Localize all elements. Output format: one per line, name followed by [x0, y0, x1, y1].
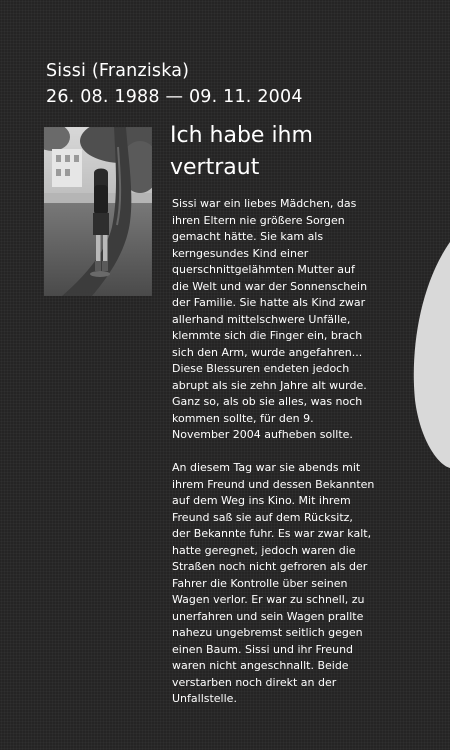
text-line: An diesem Tag war sie abends mit — [172, 461, 361, 474]
text-line: die Welt und war der Sonnenschein — [172, 279, 368, 293]
gray-swoosh-shape — [414, 242, 450, 468]
text-line: Unfallstelle. — [172, 692, 237, 705]
text-line: der Familie. Sie hatte als Kind zwar — [172, 296, 366, 309]
story-paragraph-2 — [172, 460, 386, 708]
memorial-photo — [44, 127, 152, 296]
text-line: Sissi war ein liebes Mädchen, das — [172, 197, 357, 210]
text-line: der Bekannte fuhr. Es war zwar kalt, — [172, 527, 372, 540]
text-line: allerhand mittelschwere Unfälle, — [172, 312, 351, 326]
life-dates: 26. 08. 1988 — 09. 11. 2004 — [46, 87, 303, 107]
text-line: kerngesundes Kind einer — [172, 246, 309, 260]
text-line: einen Baum. Sissi und ihr Freund — [172, 642, 354, 656]
text-line: Fahrer die Kontrolle über seinen — [172, 576, 348, 590]
title-line-2: vertraut — [170, 155, 260, 180]
text-line: waren nicht angeschnallt. Beide — [172, 659, 349, 672]
text-line: abrupt als sie zehn Jahre alt wurde. — [172, 378, 367, 392]
text-line: nahezu ungebremst seitlich gegen — [172, 626, 363, 639]
text-line: klemmte sich die Finger ein, brach — [172, 329, 363, 342]
text-line: auf dem Weg ins Kino. Mit ihrem — [172, 494, 351, 507]
text-line: Straßen noch nicht gefroren als der — [172, 560, 368, 573]
title-line-1: Ich habe ihm — [170, 123, 313, 148]
text-line: sich den Arm, wurde angefahren... — [172, 345, 363, 359]
text-line: verstarben noch direkt an der — [172, 675, 337, 689]
text-line: Freund saß sie auf dem Rücksitz, — [172, 510, 353, 524]
text-line: gemacht hätte. Sie kam als — [172, 230, 324, 243]
text-line: Ganz so, als ob sie alles, was noch — [172, 395, 363, 408]
text-line: querschnittgelähmten Mutter auf — [172, 263, 355, 276]
photo-image — [44, 127, 152, 296]
memorial-header — [46, 58, 303, 110]
memorial-title — [170, 120, 430, 184]
text-line: November 2004 aufheben sollte. — [172, 428, 353, 441]
memorial-story — [172, 196, 386, 724]
text-line: Wagen verlor. Er war zu schnell, zu — [172, 593, 365, 606]
text-line: unerfahren und sein Wagen prallte — [172, 609, 364, 623]
text-line: ihren Eltern nie größere Sorgen — [172, 213, 345, 227]
text-line: kommen sollte, für den 9. — [172, 411, 314, 425]
person-name: Sissi (Franziska) — [46, 61, 190, 81]
text-line: ihrem Freund und dessen Bekannten — [172, 477, 375, 491]
text-line: hatte geregnet, jedoch waren die — [172, 543, 356, 557]
text-line: Diese Blessuren endeten jedoch — [172, 362, 350, 375]
story-paragraph-1 — [172, 196, 386, 444]
